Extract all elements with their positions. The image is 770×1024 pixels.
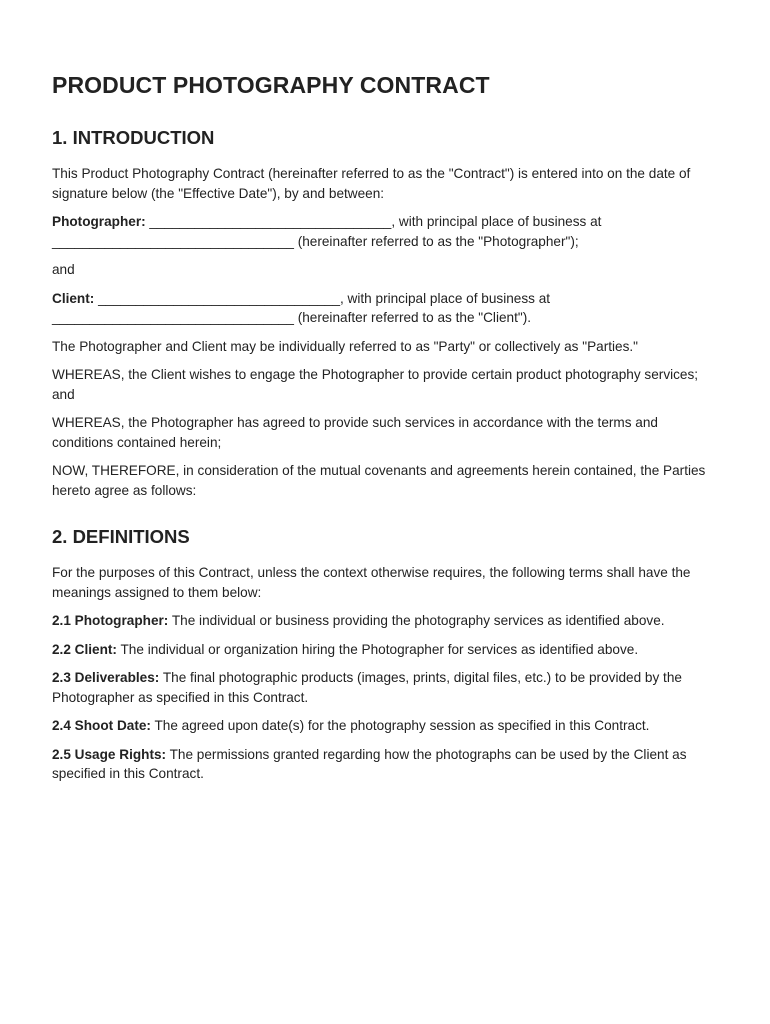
paragraph-photographer — [52, 212, 722, 251]
paragraph-text: This Product Photography Contract (hereinafter referred to as the "Contract") is entered into on the date of signature below (the "Effective Date"), by and between: — [52, 166, 691, 201]
contract-page — [52, 70, 722, 793]
definition-term: 2.5 Usage Rights: — [52, 746, 167, 762]
paragraph-lead: Client: — [52, 290, 95, 306]
paragraph-lead: Photographer: — [52, 214, 146, 229]
definition-term: 2.3 Deliverables: — [52, 670, 160, 685]
paragraph-text: For the purposes of this Contract, unless the context otherwise requires, the following terms shall have the meanings assigned to them below: — [52, 565, 691, 600]
paragraph-parties — [52, 337, 722, 357]
definition-term: 2.1 Photographer: — [52, 613, 169, 628]
definition-text: The individual or organization hiring the Photographer for services as identified above. — [116, 641, 639, 657]
paragraph-text: and — [52, 262, 75, 277]
paragraph-text: WHEREAS, the Client wishes to engage the Photographer to provide certain product photography services; and — [52, 367, 699, 402]
section-heading: 2. DEFINITIONS — [52, 526, 190, 547]
paragraph-intro — [52, 164, 722, 203]
paragraph-whereas-1 — [52, 365, 722, 404]
paragraph-client — [52, 289, 722, 328]
paragraph-whereas-2 — [52, 413, 722, 452]
paragraph-and — [52, 260, 722, 280]
section-heading: 1. INTRODUCTION — [52, 127, 215, 148]
paragraph-definitions-intro — [52, 563, 722, 602]
paragraph-text: ________________________________, with principal place of business at ________________________________ (hereinafter referred to as the "Photographer"); — [52, 214, 602, 249]
paragraph-now-therefore — [52, 461, 722, 500]
definition-text: The final photographic products (images, prints, digital files, etc.) to be provided by the Photographer as specified in this Contract. — [52, 670, 682, 705]
document-title: PRODUCT PHOTOGRAPHY CONTRACT — [52, 72, 490, 98]
definition-term: 2.4 Shoot Date: — [52, 718, 151, 733]
definition-shoot-date — [52, 716, 722, 736]
section-spacer — [52, 509, 722, 525]
definition-client — [52, 640, 722, 660]
definition-text: The agreed upon date(s) for the photography session as specified in this Contract. — [150, 718, 650, 733]
definition-text: The individual or business providing the photography services as identified above. — [168, 613, 665, 628]
section-definitions — [52, 525, 722, 784]
paragraph-text: WHEREAS, the Photographer has agreed to provide such services in accordance with the terms and conditions contained herein; — [52, 415, 658, 450]
paragraph-text: The Photographer and Client may be individually referred to as "Party" or collectively as "Parties." — [52, 338, 638, 354]
section-introduction — [52, 126, 722, 500]
definition-deliverables — [52, 668, 722, 707]
definition-usage-rights — [52, 745, 722, 784]
definition-photographer — [52, 611, 722, 631]
definition-text: The permissions granted regarding how the photographs can be used by the Client as specified in this Contract. — [52, 746, 687, 781]
definition-term: 2.2 Client: — [52, 641, 117, 657]
paragraph-text: ________________________________, with principal place of business at ________________________________ (hereinafter referred to as the "Client"). — [52, 290, 551, 325]
paragraph-text: NOW, THEREFORE, in consideration of the mutual covenants and agreements herein contained, the Parties hereto agree as follows: — [52, 463, 706, 498]
